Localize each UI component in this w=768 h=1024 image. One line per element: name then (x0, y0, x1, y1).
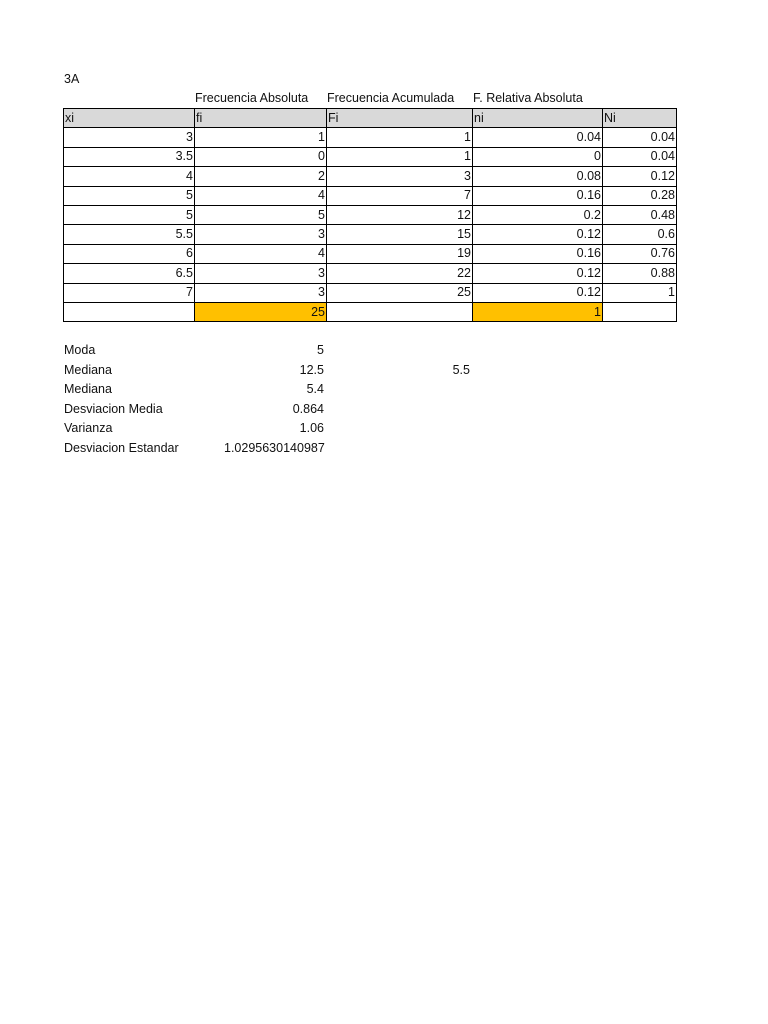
cell-ni[interactable]: 0.04 (473, 128, 603, 147)
cell-xi[interactable]: 5 (64, 186, 195, 205)
caption-relativa-absoluta: F. Relativa Absoluta (473, 91, 583, 105)
cell-fi[interactable]: 2 (195, 167, 327, 186)
cell-xi[interactable]: 5 (64, 205, 195, 224)
header-cell-fi[interactable]: fi (195, 109, 327, 128)
cell-xi[interactable]: 3 (64, 128, 195, 147)
stat-row (64, 381, 484, 401)
total-cell-fi[interactable]: 25 (195, 302, 327, 321)
cell-Fi[interactable]: 7 (327, 186, 473, 205)
stat-value[interactable]: 5.4 (306, 382, 324, 396)
table-row (64, 225, 677, 244)
stat-label[interactable]: Mediana (64, 382, 112, 396)
stat-label[interactable]: Varianza (64, 421, 113, 435)
cell-Ni[interactable]: 0.6 (603, 225, 677, 244)
cell-ni[interactable]: 0.2 (473, 205, 603, 224)
table-row (64, 128, 677, 147)
cell-ni[interactable]: 0.12 (473, 225, 603, 244)
cell-ni[interactable]: 0.08 (473, 167, 603, 186)
cell-Ni[interactable]: 0.76 (603, 244, 677, 263)
cell-fi[interactable]: 3 (195, 283, 327, 302)
cell-fi[interactable]: 0 (195, 147, 327, 166)
total-cell-Ni[interactable] (603, 302, 677, 321)
cell-fi[interactable]: 4 (195, 186, 327, 205)
cell-Fi[interactable]: 19 (327, 244, 473, 263)
caption-frecuencia-absoluta: Frecuencia Absoluta (195, 91, 309, 105)
cell-Fi[interactable]: 22 (327, 264, 473, 283)
cell-xi[interactable]: 4 (64, 167, 195, 186)
cell-fi[interactable]: 3 (195, 264, 327, 283)
cell-ni[interactable]: 0.12 (473, 283, 603, 302)
stat-row (64, 362, 484, 382)
cell-Fi[interactable]: 12 (327, 205, 473, 224)
cell-Fi[interactable]: 15 (327, 225, 473, 244)
cell-Ni[interactable]: 1 (603, 283, 677, 302)
stat-row (64, 342, 484, 362)
cell-Ni[interactable]: 0.04 (603, 128, 677, 147)
stat-value[interactable]: 12.5 (299, 362, 324, 377)
table-row (64, 147, 677, 166)
stat-label[interactable]: Mediana (64, 362, 112, 377)
cell-Ni[interactable]: 0.28 (603, 186, 677, 205)
cell-Fi[interactable]: 1 (327, 147, 473, 166)
cell-Fi[interactable]: 25 (327, 283, 473, 302)
stat-row (64, 401, 484, 421)
cell-xi[interactable]: 5.5 (64, 225, 195, 244)
cell-fi[interactable]: 4 (195, 244, 327, 263)
cell-Ni[interactable]: 0.04 (603, 147, 677, 166)
cell-fi[interactable]: 3 (195, 225, 327, 244)
total-cell-Fi[interactable] (327, 302, 473, 321)
cell-xi[interactable]: 7 (64, 283, 195, 302)
header-cell-ni[interactable]: ni (473, 109, 603, 128)
table-row (64, 244, 677, 263)
statistics-block (64, 342, 484, 459)
cell-Ni[interactable]: 0.88 (603, 264, 677, 283)
table-totals-row (64, 302, 677, 321)
table-row (64, 167, 677, 186)
total-cell-ni[interactable]: 1 (473, 302, 603, 321)
cell-Fi[interactable]: 3 (327, 167, 473, 186)
stat-label[interactable]: Moda (64, 343, 96, 357)
stat-value[interactable]: 0.864 (292, 401, 324, 416)
cell-Ni[interactable]: 0.12 (603, 167, 677, 186)
frequency-table (63, 108, 677, 322)
header-cell-xi[interactable]: xi (64, 109, 195, 128)
stat-value[interactable]: 1.0295630140987 (224, 440, 325, 455)
table-row (64, 283, 677, 302)
stat-extra-value[interactable]: 5.5 (452, 362, 470, 377)
cell-ni[interactable]: 0 (473, 147, 603, 166)
cell-fi[interactable]: 5 (195, 205, 327, 224)
table-row (64, 264, 677, 283)
cell-xi[interactable]: 6 (64, 244, 195, 263)
stat-row (64, 420, 484, 440)
stat-row (64, 440, 484, 460)
cell-ni[interactable]: 0.16 (473, 186, 603, 205)
caption-frecuencia-acumulada: Frecuencia Acumulada (327, 91, 455, 105)
header-cell-Fi[interactable]: Fi (327, 109, 473, 128)
cell-ni[interactable]: 0.16 (473, 244, 603, 263)
cell-ni[interactable]: 0.12 (473, 264, 603, 283)
sheet-title: 3A (64, 72, 80, 86)
table-header-row (64, 109, 677, 128)
stat-label[interactable]: Desviacion Media (64, 401, 163, 416)
cell-fi[interactable]: 1 (195, 128, 327, 147)
cell-xi[interactable]: 6.5 (64, 264, 195, 283)
table-row (64, 186, 677, 205)
stat-label[interactable]: Desviacion Estandar (64, 440, 179, 455)
cell-xi[interactable]: 3.5 (64, 147, 195, 166)
cell-Ni[interactable]: 0.48 (603, 205, 677, 224)
cell-Fi[interactable]: 1 (327, 128, 473, 147)
stat-value[interactable]: 5 (317, 343, 324, 357)
table-row (64, 205, 677, 224)
total-cell-xi[interactable] (64, 302, 195, 321)
header-cell-Ni[interactable]: Ni (603, 109, 677, 128)
stat-value[interactable]: 1.06 (299, 421, 324, 435)
